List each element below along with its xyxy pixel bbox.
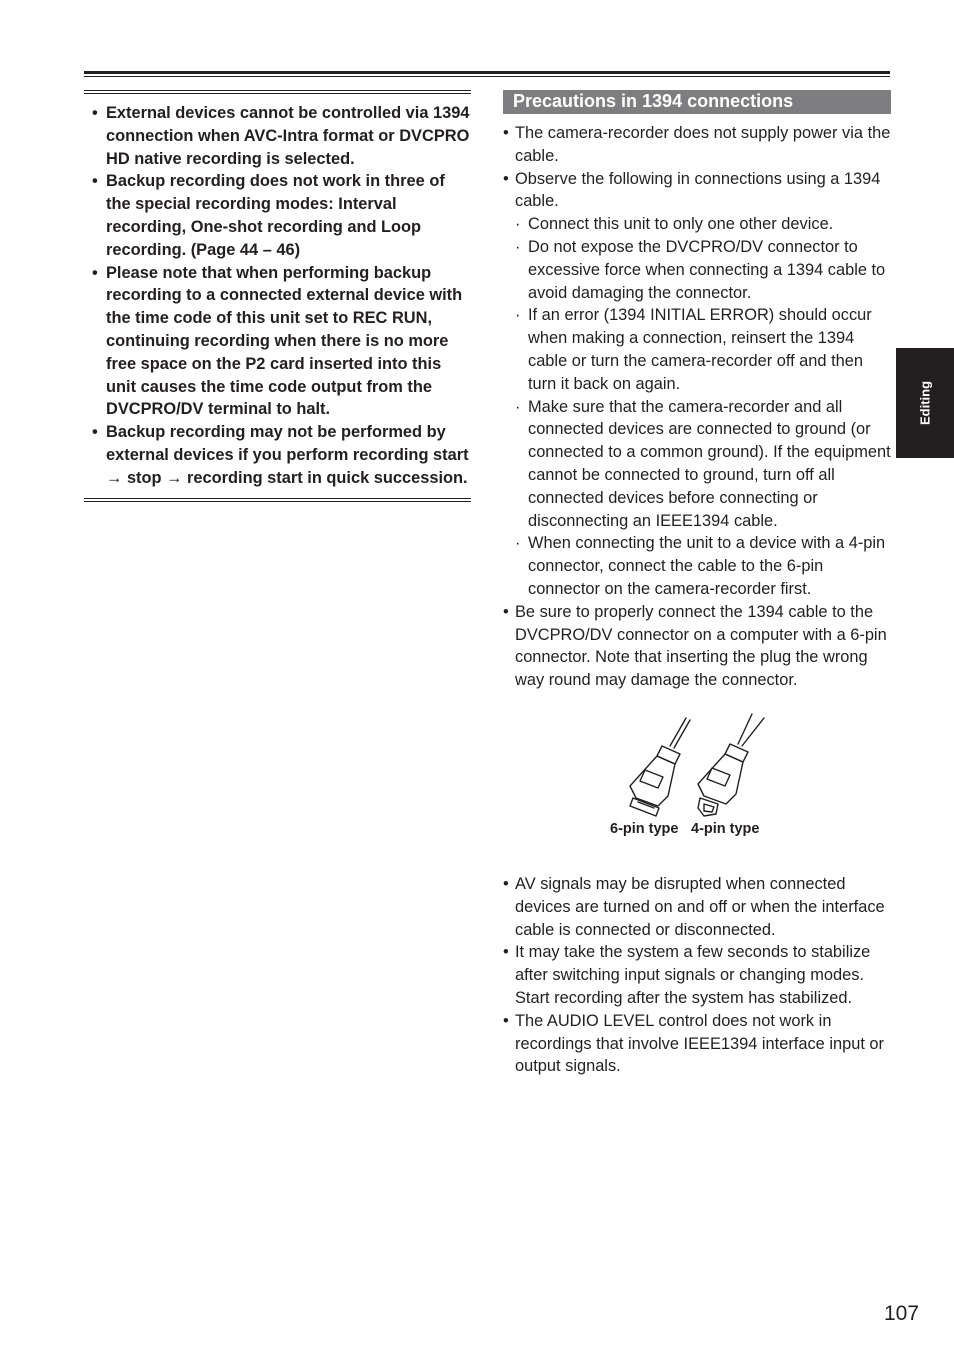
list-item: • It may take the system a few seconds to stabilize after switching input signals or changing modes. Start recording after the system has stabilized. <box>503 941 891 1009</box>
list-item: • The camera-recorder does not supply power via the cable. <box>503 122 891 168</box>
caption-4pin: 4-pin type <box>691 821 760 837</box>
list-item <box>503 168 891 601</box>
caption-6pin: 6-pin type <box>610 821 679 837</box>
notes-rule-bottom <box>84 498 471 503</box>
note-item: • Backup recording does not work in three of the special recording modes: Interval recording, One-shot recording and Loop recording. (Page 44 – 46) <box>84 170 471 261</box>
list-item-text: Observe the following in connections using a 1394 cable. <box>515 169 881 211</box>
notes-rule-top <box>84 90 471 95</box>
note-item: • Backup recording may not be performed by external devices if you perform recording start → stop → recording start in quick succession. <box>84 421 471 489</box>
precautions-section <box>503 90 891 692</box>
connector-illustration <box>600 712 780 822</box>
precautions-section-continued <box>503 873 891 1078</box>
section-title: Precautions in 1394 connections <box>503 90 891 114</box>
note-item: • External devices cannot be controlled via 1394 connection when AVC-Intra format or DVCPRO HD native recording is selected. <box>84 102 471 170</box>
sub-list <box>515 213 891 601</box>
sub-list-item: · Do not expose the DVCPRO/DV connector to excessive force when connecting a 1394 cable to avoid damaging the connector. <box>515 236 891 304</box>
sub-list-item: · Make sure that the camera-recorder and all connected devices are connected to ground (or connected to a common ground). If the equipment cannot be connected to ground, turn off all connected devices before connecting or disconnecting an IEEE1394 cable. <box>515 396 891 533</box>
notes-box <box>84 90 471 503</box>
top-rule-thick <box>84 71 890 74</box>
top-rule-thin <box>84 76 890 77</box>
side-tab-editing <box>896 348 954 458</box>
sub-list-item: · If an error (1394 INITIAL ERROR) should occur when making a connection, reinsert the 1394 cable or turn the camera-recorder off and then turn it back on again. <box>515 304 891 395</box>
side-tab-label: Editing <box>917 380 933 426</box>
note-item: • Please note that when performing backup recording to a connected external device with the time code of this unit set to REC RUN, continuing recording when there is no more free space on the P2 card inserted into this unit causes the time code output from the DVCPRO/DV terminal to halt. <box>84 262 471 422</box>
list-item: • AV signals may be disrupted when connected devices are turned on and off or when the interface cable is connected or disconnected. <box>503 873 891 941</box>
sub-list-item: · When connecting the unit to a device with a 4-pin connector, connect the cable to the 6-pin connector on the camera-recorder first. <box>515 532 891 600</box>
precautions-list <box>503 114 891 692</box>
list-item: • The AUDIO LEVEL control does not work in recordings that involve IEEE1394 interface input or output signals. <box>503 1010 891 1078</box>
connector-figure <box>600 712 780 842</box>
list-item: • Be sure to properly connect the 1394 cable to the DVCPRO/DV connector on a computer with a 6-pin connector. Note that inserting the plug the wrong way round may damage the connector. <box>503 601 891 692</box>
sub-list-item: · Connect this unit to only one other device. <box>515 213 891 236</box>
page-number: 107 <box>884 1302 920 1325</box>
notes-list <box>84 95 471 498</box>
precautions-list-2 <box>503 873 891 1078</box>
